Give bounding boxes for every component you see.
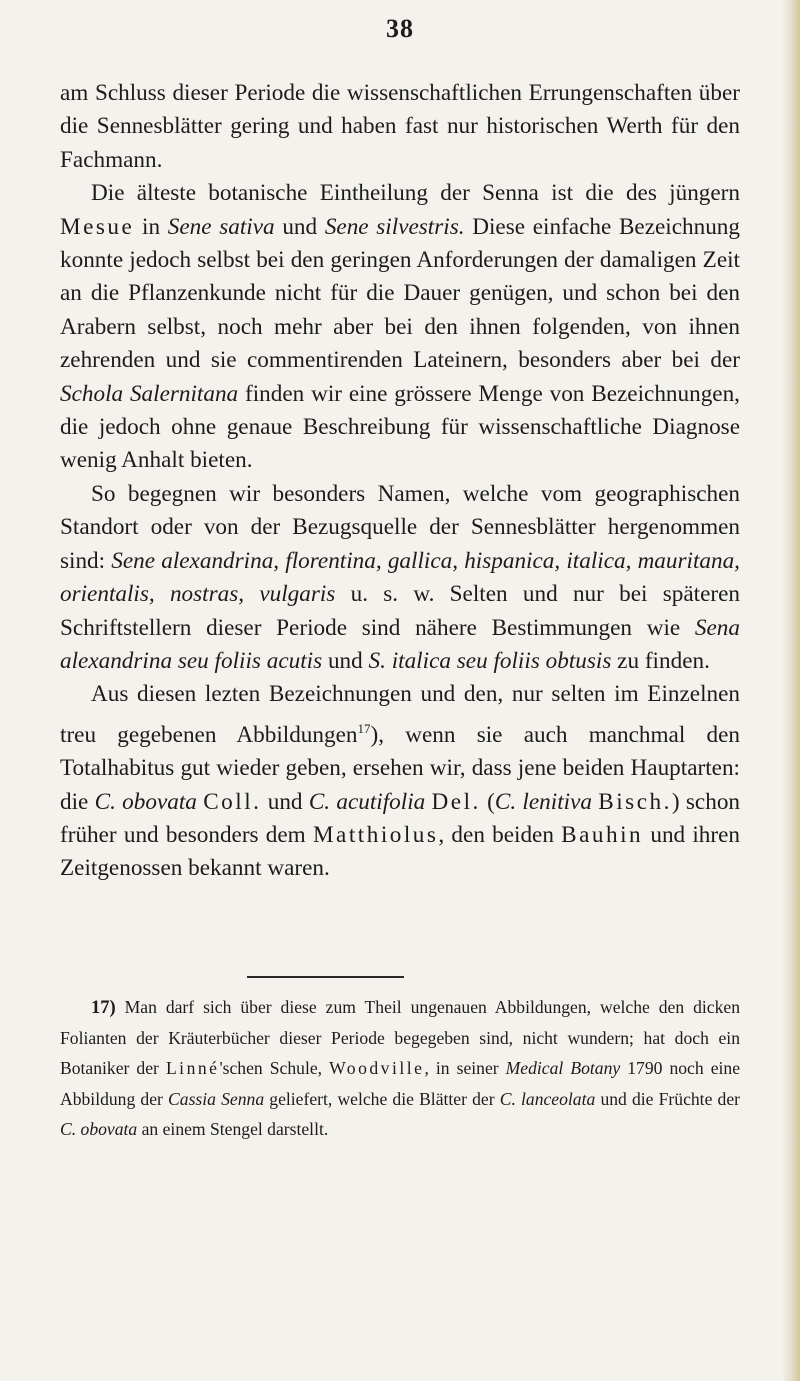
text-run: , in seiner [424,1058,506,1079]
author-name: Mesue [60,213,135,240]
author-abbrev: Coll. [203,788,262,815]
species-name: Sena alexandrina seu foliis acutis [60,614,740,674]
text-run: So begegnen wir besonders Namen, welche vom geographischen Standort oder von der Bezugsquelle der Sennesblätter hergenommen sind: [60,480,740,574]
text-run: 'schen Schule, [219,1058,330,1079]
footnote-divider [247,976,404,978]
author-name: Bauhin [561,821,644,848]
text-run: ) schon früher und besonders dem [60,788,741,848]
text-run: zu finden. [611,647,710,674]
school-name: Schola Salernitana [60,380,239,407]
species-name: Cassia Senna [168,1088,265,1109]
author-name: Matthiolus [312,821,439,848]
text-run: Man darf sich über diese zum Theil ungenauen Abbildungen, welche den dicken Folianten der Kräuterbücher dieser Periode begegeben sind, nicht wundern; hat doch ein Botaniker der [60,997,740,1079]
text-run: , den beiden [438,821,562,848]
species-name: C. obovata [94,788,197,815]
footnote [60,992,740,1144]
author-abbrev: Bisch. [598,788,672,815]
text-run: Aus diesen lezten Bezeichnungen und den, nur selten im Einzelnen treu gegebenen Abbildungen [60,681,740,748]
footnote-reference[interactable]: 17 [357,720,371,736]
paragraph-1: am Schluss dieser Periode die wissenschaftlichen Errungenschaften über die Sennesblätter gering und haben fast nur historischen Werth für den Fachmann. [60,80,740,173]
text-run: und [261,788,309,815]
species-name: C. lanceolata [499,1088,596,1109]
text-run: 1790 noch eine Abbildung der [60,1058,740,1109]
text-run: u. s. w. Selten und nur bei späteren Schriftstellern dieser Periode sind nähere Bestimmungen wie [60,581,740,641]
text-run: und [322,647,369,674]
paragraph-4 [60,678,740,885]
text-run: Diese einfache Bezeichnung konnte jedoch selbst bei den geringen Anforderungen der damaligen Zeit an die Pflanzenkunde nicht für die Dauer genügen, und schon bei den Arabern selbst, noch mehr aber bei den ihnen folgenden, von ihnen zehrenden und sie commentirenden Lateinern, besonders aber bei der [60,213,740,374]
species-name: C. acutifolia [308,788,426,815]
species-name: C. lenitiva [494,788,592,815]
text-run: finden wir eine grössere Menge von Bezeichnungen, die jedoch ohne genaue Beschreibung für wissenschaftliche Diagnose wenig Anhalt bieten. [60,380,740,474]
text-run: geliefert, welche die Blätter der [264,1088,500,1109]
footnote-number: 17) [91,998,116,1018]
species-name: Sene silvestris. [324,213,465,240]
text-run: in [134,213,168,240]
footnote-text [60,992,740,1144]
author-abbrev: Del. [431,788,481,815]
text-run: und [274,213,325,240]
page-number: 38 [386,14,414,43]
author-name: Woodville [329,1058,425,1079]
species-name: S. italica seu foliis obtusis [368,647,612,674]
paragraph-3 [60,478,740,678]
species-name: C. obovata [60,1118,138,1139]
paragraph-2 [60,177,740,478]
text-run: und die Früchte der [595,1088,740,1109]
author-name: Linné [165,1058,220,1079]
species-list: Sene alexandrina, florentina, gallica, hispanica, italica, mauritana, orientalis, nostras, vulgaris [60,547,740,608]
main-text [60,77,740,886]
text-run: ( [480,788,495,815]
text-run: Die älteste botanische Eintheilung der Senna ist die des jüngern [91,180,740,207]
text-run: an einem Stengel darstellt. [137,1118,329,1139]
page-edge-shadow [782,0,800,1381]
text-run: und ihren Zeitgenossen bekannt waren. [60,821,740,882]
species-name: Sene sativa [167,213,275,240]
book-title: Medical Botany [505,1058,621,1079]
text-run: ), wenn sie auch manchmal den Totalhabitus gut wieder geben, ersehen wir, dass jene beiden Hauptarten: die [60,721,741,815]
